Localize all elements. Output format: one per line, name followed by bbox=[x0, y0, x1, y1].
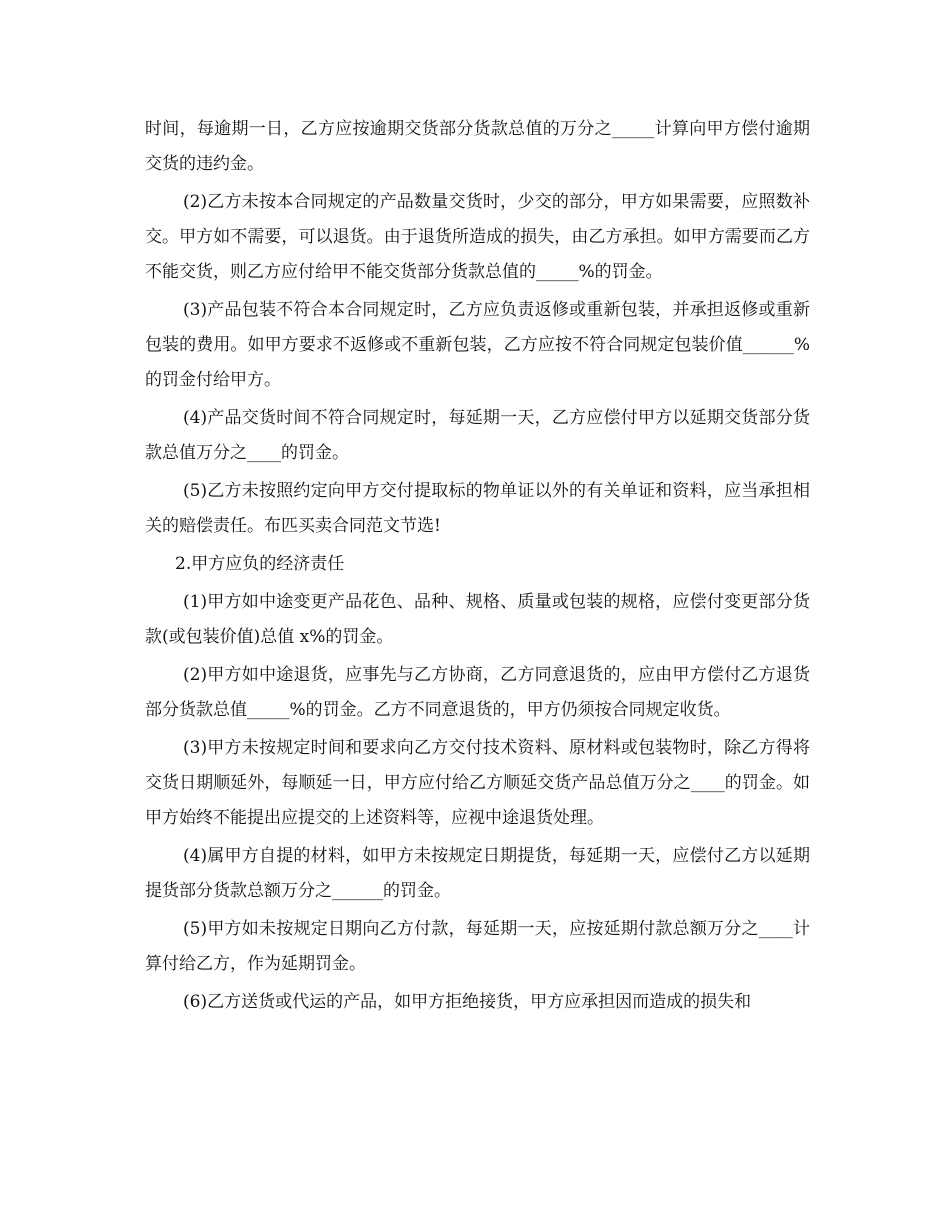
paragraph-buyer-materials: (3)甲方未按规定时间和要求向乙方交付技术资料、原材料或包装物时，除乙方得将交货日期顺延外，每顺延一日，甲方应付给乙方顺延交货产品总值万分之____的罚金。如甲方始终不能提出应提交的上述资料等，应视中途退货处理。 bbox=[145, 738, 810, 828]
paragraph-continuation: 时间，每逾期一日，乙方应按逾期交货部分货款总值的万分之_____计算向甲方偿付逾期交货的违约金。 bbox=[145, 119, 810, 174]
paragraph-buyer-pickup: (4)属甲方自提的材料，如甲方未按规定日期提货，每延期一天，应偿付乙方以延期提货部分货款总额万分之______的罚金。 bbox=[145, 846, 810, 901]
paragraph-seller-delivery-time: (4)产品交货时间不符合同规定时，每延期一天，乙方应偿付甲方以延期交货部分货款总值万分之____的罚金。 bbox=[145, 408, 810, 463]
paragraph-buyer-return: (2)甲方如中途退货，应事先与乙方协商，乙方同意退货的，应由甲方偿付乙方退货部分货款总值_____%的罚金。乙方不同意退货的，甲方仍须按合同规定收货。 bbox=[145, 665, 810, 720]
paragraph-buyer-change: (1)甲方如中途变更产品花色、品种、规格、质量或包装的规格，应偿付变更部分货款(或包装价值)总值 x%的罚金。 bbox=[145, 592, 810, 647]
section-heading-buyer-liability: 2.甲方应负的经济责任 bbox=[175, 554, 345, 574]
document-page bbox=[145, 112, 810, 1023]
paragraph-seller-documents: (5)乙方未按照约定向甲方交付提取标的物单证以外的有关单证和资料，应当承担相关的赔偿责任。布匹买卖合同范文节选! bbox=[145, 481, 810, 536]
paragraph-buyer-refusal: (6)乙方送货或代运的产品，如甲方拒绝接货，甲方应承担因而造成的损失和 bbox=[183, 992, 752, 1012]
paragraph-seller-packaging: (3)产品包装不符合本合同规定时，乙方应负责返修或重新包装，并承担返修或重新包装的费用。如甲方要求不返修或不重新包装，乙方应按不符合同规定包装价值______%的罚金付给甲方。 bbox=[145, 300, 810, 390]
paragraph-buyer-payment: (5)甲方如未按规定日期向乙方付款，每延期一天，应按延期付款总额万分之____计算付给乙方，作为延期罚金。 bbox=[145, 919, 810, 974]
paragraph-seller-quantity: (2)乙方未按本合同规定的产品数量交货时，少交的部分，甲方如果需要，应照数补交。甲方如不需要，可以退货。由于退货所造成的损失，由乙方承担。如甲方需要而乙方不能交货，则乙方应付给甲不能交货部分货款总值的_____%的罚金。 bbox=[145, 192, 810, 282]
